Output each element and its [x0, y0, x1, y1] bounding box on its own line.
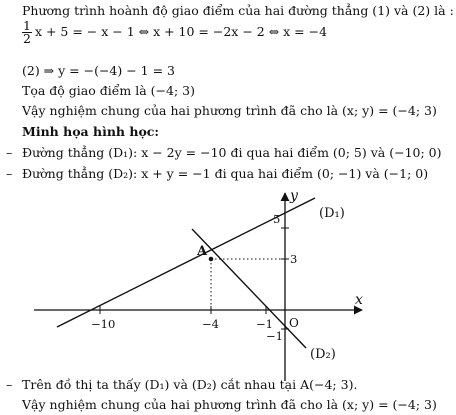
text-line-5: Vậy nghiệm chung của hai phương trình đã cho là (x; y) = (−4; 3) [22, 103, 437, 118]
tick-label-x-minus4: −4 [202, 317, 219, 331]
text-line-2 [22, 20, 327, 45]
bullet-text: Đường thẳng (D₁): x − 2y = −10 đi qua hai điểm (0; 5) và (−10; 0) [22, 145, 442, 160]
y-axis-label: y [290, 188, 298, 204]
bullet-dash: – [6, 166, 13, 181]
bullet-dash: – [6, 377, 13, 392]
graph-figure [0, 183, 456, 383]
conclusion-text-1: Trên đồ thị ta thấy (D₁) và (D₂) cắt nhau tại A(−4; 3). [22, 377, 358, 392]
origin-label: O [289, 316, 299, 330]
text-line-3: (2) ⇒ y = −(−4) − 1 = 3 [22, 63, 176, 78]
bullet-dash: – [6, 145, 13, 160]
equation-text: x + 5 = − x − 1 ⇔ x + 10 = −2x − 2 ⇔ x = −4 [34, 24, 328, 39]
text-line-1: Phương trình hoành độ giao điểm của hai đường thẳng (1) và (2) là : [22, 3, 454, 18]
tick-label-x-minus1: −1 [256, 317, 273, 331]
text-line-4: Tọa độ giao điểm là (−4; 3) [22, 83, 195, 98]
tick-label-x-minus10: −10 [91, 317, 116, 331]
point-a-label: A [197, 244, 208, 259]
tick-label-y-5: 5 [273, 212, 281, 226]
fraction-numerator: 1 [23, 18, 31, 33]
point-a [209, 257, 214, 262]
tick-label-y-3: 3 [290, 252, 298, 266]
fraction-denominator: 2 [23, 31, 31, 46]
tick-label-y-minus1: −1 [266, 329, 283, 343]
x-axis-label: x [355, 292, 363, 308]
d2-label: (D₂) [310, 347, 336, 362]
bullet-text: Đường thẳng (D₂): x + y = −1 đi qua hai điểm (0; −1) và (−1; 0) [22, 166, 429, 181]
conclusion-line-2: Vậy nghiệm chung của hai phương trình đã cho là (x; y) = (−4; 3) [22, 397, 437, 412]
fraction-one-half [22, 20, 32, 45]
d1-label: (D₁) [319, 206, 345, 221]
section-heading: Minh họa hình học: [22, 124, 160, 139]
